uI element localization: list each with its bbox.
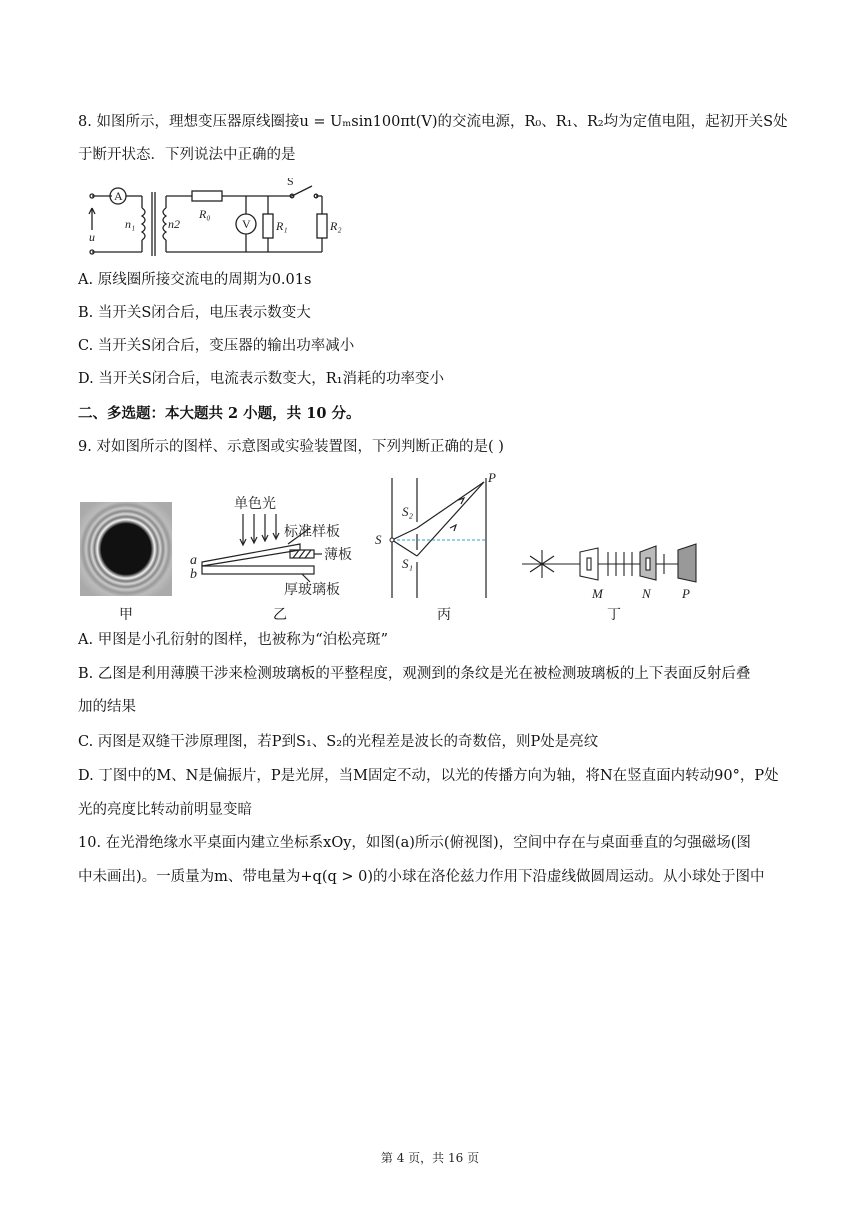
switch-label: S [287, 178, 294, 188]
fig-yi-thin-film [188, 492, 363, 602]
fig-jia-diffraction-pattern [80, 502, 172, 596]
q8-option-a: A. 原线圈所接交流电的周期为0.01s [78, 272, 312, 288]
q9-stem: 9. 对如图所示的图样、示意图或实验装置图，下列判断正确的是( ) [78, 439, 504, 455]
label-s1: S₁ [402, 556, 414, 571]
page-footer: 第 4 页，共 16 页 [380, 1151, 480, 1165]
standard-plate-label: 标准样板 [284, 525, 340, 540]
q9-option-d-line2: 光的亮度比转动前明显变暗 [78, 802, 252, 818]
ammeter-label: A [114, 189, 123, 203]
label-p-screen: P [682, 586, 690, 601]
monochromatic-light-label: 单色光 [234, 497, 276, 512]
voltmeter-label: V [242, 217, 251, 231]
q8-option-c: C. 当开关S闭合后，变压器的输出功率减小 [78, 338, 355, 354]
label-m: M [592, 586, 603, 601]
r0-label: R₀ [199, 207, 211, 221]
label-n: N [642, 586, 651, 601]
q9-option-b-line2: 加的结果 [78, 699, 136, 715]
thick-glass-label: 厚玻璃板 [284, 583, 340, 598]
q8-option-b: B. 当开关S闭合后，电压表示数变大 [78, 305, 311, 321]
label-b: b [190, 567, 197, 582]
caption-jia: 甲 [119, 607, 133, 623]
u-label: u [89, 230, 95, 244]
caption-bing: 丙 [437, 607, 451, 623]
r2-label: R₂ [330, 219, 342, 233]
q8-stem-line1: 8. 如图所示，理想变压器原线圈接u = Uₘsin100πt(V)的交流电源，R₀、R₁、R₂均为定值电阻，起初开关S处 [78, 114, 788, 130]
q9-option-c: C. 丙图是双缝干涉原理图，若P到S₁、S₂的光程差是波长的奇数倍，则P处是亮纹 [78, 734, 599, 750]
thin-plate-label: 薄板 [324, 548, 352, 563]
label-p: P [488, 470, 496, 485]
q10-line1: 10. 在光滑绝缘水平桌面内建立坐标系xOy，如图(a)所示(俯视图)，空间中存在与桌面垂直的匀强磁场(图 [78, 835, 751, 851]
caption-ding: 丁 [607, 607, 621, 623]
q9-option-d-line1: D. 丁图中的M、N是偏振片，P是光屏，当M固定不动，以光的传播方向为轴，将N在竖直面内转动90°，P处 [78, 768, 779, 784]
fig-ding-polarizers [518, 540, 706, 604]
q10-line2: 中未画出)。一质量为m、带电量为+q(q > 0)的小球在洛伦兹力作用下沿虚线做圆周运动。从小球处于图中 [78, 869, 765, 885]
label-s2: S₂ [402, 504, 414, 519]
section-2-heading: 二、多选题：本大题共 2 小题，共 10 分。 [78, 405, 361, 422]
n1-label: n₁ [125, 217, 136, 231]
label-s: S [375, 532, 382, 547]
q8-circuit-diagram [84, 178, 364, 260]
n2-label: n2 [168, 217, 180, 231]
caption-yi: 乙 [273, 607, 287, 623]
q9-option-b-line1: B. 乙图是利用薄膜干涉来检测玻璃板的平整程度，观测到的条纹是光在被检测玻璃板的上下表面反射后叠 [78, 666, 751, 682]
fig-bing-double-slit [372, 470, 512, 600]
q8-option-d: D. 当开关S闭合后，电流表示数变大，R₁消耗的功率变小 [78, 371, 444, 387]
r1-label: R₁ [276, 219, 288, 233]
label-a: a [190, 553, 197, 568]
q9-option-a: A. 甲图是小孔衍射的图样，也被称为“泊松亮斑” [78, 632, 389, 648]
q8-stem-line2: 于断开状态．下列说法中正确的是 [78, 147, 296, 163]
